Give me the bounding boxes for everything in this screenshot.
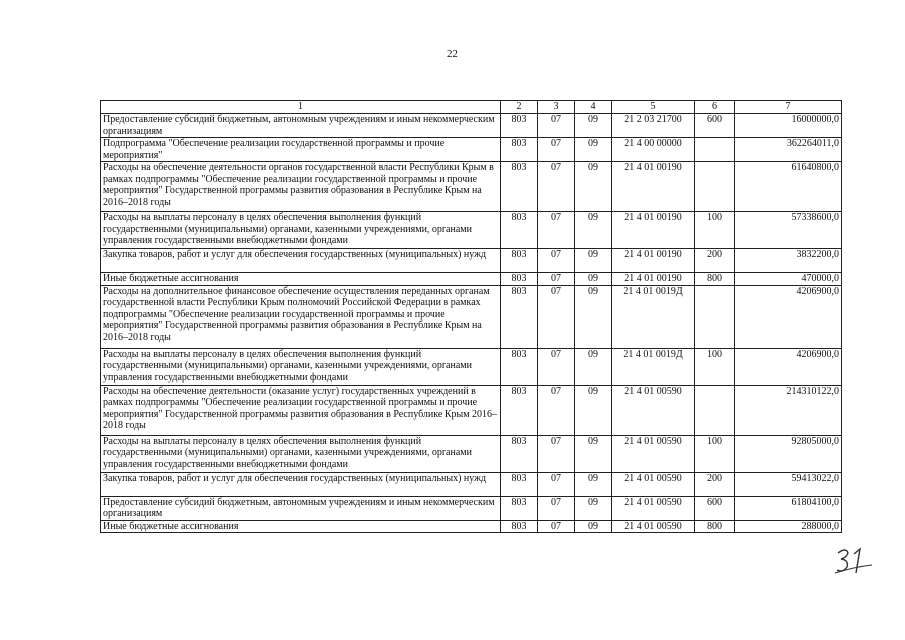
row-amount: 92805000,0 <box>735 435 842 472</box>
row-ministry-code: 803 <box>501 285 538 348</box>
row-subsection-code: 09 <box>575 114 612 138</box>
header-col-2: 2 <box>501 101 538 114</box>
row-target-code: 21 4 01 0019Д <box>612 285 695 348</box>
row-section-code: 07 <box>538 249 575 273</box>
row-expense-type: 800 <box>695 273 735 286</box>
row-subsection-code: 09 <box>575 520 612 533</box>
row-subsection-code: 09 <box>575 348 612 385</box>
row-description: Иные бюджетные ассигнования <box>101 520 501 533</box>
table-row <box>101 138 842 162</box>
row-ministry-code: 803 <box>501 520 538 533</box>
row-target-code: 21 4 01 00590 <box>612 435 695 472</box>
row-expense-type <box>695 162 735 212</box>
table-row <box>101 385 842 435</box>
row-subsection-code: 09 <box>575 212 612 249</box>
handwritten-page-mark <box>834 545 874 575</box>
row-section-code: 07 <box>538 212 575 249</box>
row-expense-type: 100 <box>695 435 735 472</box>
table-row <box>101 348 842 385</box>
row-description: Расходы на обеспечение деятельности органов государственной власти Республики Крым в рамках подпрограммы "Обеспечение реализации государственной программы и прочие мероприятия" Государственной программы развития образования в Республике Крым на 2016–2018 годы <box>101 162 501 212</box>
row-target-code: 21 4 01 00590 <box>612 520 695 533</box>
header-col-5: 5 <box>612 101 695 114</box>
row-ministry-code: 803 <box>501 472 538 496</box>
row-expense-type: 600 <box>695 496 735 520</box>
row-section-code: 07 <box>538 138 575 162</box>
row-target-code: 21 4 01 00590 <box>612 385 695 435</box>
row-expense-type <box>695 285 735 348</box>
row-ministry-code: 803 <box>501 212 538 249</box>
row-target-code: 21 4 01 00190 <box>612 162 695 212</box>
row-amount: 4206900,0 <box>735 285 842 348</box>
table-row <box>101 273 842 286</box>
row-section-code: 07 <box>538 285 575 348</box>
row-subsection-code: 09 <box>575 435 612 472</box>
row-description: Расходы на обеспечение деятельности (оказание услуг) государственных учреждений в рамках подпрограммы "Обеспечение реализации государственной программы и прочие мероприятия" Государственной программы развития образования в Республике Крым 2016–2018 годы <box>101 385 501 435</box>
row-expense-type: 800 <box>695 520 735 533</box>
row-description: Подпрограмма "Обеспечение реализации государственной программы и прочие мероприятия" <box>101 138 501 162</box>
row-ministry-code: 803 <box>501 162 538 212</box>
row-ministry-code: 803 <box>501 249 538 273</box>
row-amount: 59413022,0 <box>735 472 842 496</box>
table-row <box>101 285 842 348</box>
row-ministry-code: 803 <box>501 496 538 520</box>
row-amount: 214310122,0 <box>735 385 842 435</box>
row-expense-type: 200 <box>695 472 735 496</box>
row-target-code: 21 2 03 21700 <box>612 114 695 138</box>
row-amount: 16000000,0 <box>735 114 842 138</box>
row-ministry-code: 803 <box>501 114 538 138</box>
row-description: Предоставление субсидий бюджетным, автономным учреждениям и иным некоммерческим организациям <box>101 496 501 520</box>
table-row <box>101 520 842 533</box>
row-description: Расходы на выплаты персоналу в целях обеспечения выполнения функций государственными (муниципальными) органами, казенными учреждениями, органами управления государственными внебюджетными фондами <box>101 212 501 249</box>
row-subsection-code: 09 <box>575 273 612 286</box>
table-row <box>101 435 842 472</box>
row-section-code: 07 <box>538 348 575 385</box>
row-target-code: 21 4 01 0019Д <box>612 348 695 385</box>
row-description: Закупка товаров, работ и услуг для обеспечения государственных (муниципальных) нужд <box>101 472 501 496</box>
table-row <box>101 249 842 273</box>
row-subsection-code: 09 <box>575 138 612 162</box>
row-ministry-code: 803 <box>501 348 538 385</box>
row-expense-type <box>695 138 735 162</box>
row-description: Расходы на выплаты персоналу в целях обеспечения выполнения функций государственными (муниципальными) органами, казенными учреждениями, органами управления государственными внебюджетными фондами <box>101 435 501 472</box>
row-expense-type <box>695 385 735 435</box>
header-row <box>101 101 842 114</box>
row-target-code: 21 4 00 00000 <box>612 138 695 162</box>
header-col-3: 3 <box>538 101 575 114</box>
header-col-1: 1 <box>101 101 501 114</box>
row-subsection-code: 09 <box>575 162 612 212</box>
row-amount: 61640800,0 <box>735 162 842 212</box>
row-section-code: 07 <box>538 114 575 138</box>
row-target-code: 21 4 01 00590 <box>612 472 695 496</box>
table-row <box>101 114 842 138</box>
budget-table <box>100 100 842 533</box>
row-target-code: 21 4 01 00590 <box>612 496 695 520</box>
header-col-7: 7 <box>735 101 842 114</box>
row-subsection-code: 09 <box>575 385 612 435</box>
row-amount: 288000,0 <box>735 520 842 533</box>
page-number: 22 <box>447 48 458 60</box>
row-description: Расходы на выплаты персоналу в целях обеспечения выполнения функций государственными (муниципальными) органами, казенными учреждениями, органами управления государственными внебюджетными фондами <box>101 348 501 385</box>
row-subsection-code: 09 <box>575 285 612 348</box>
table-row <box>101 496 842 520</box>
row-target-code: 21 4 01 00190 <box>612 212 695 249</box>
row-ministry-code: 803 <box>501 273 538 286</box>
row-ministry-code: 803 <box>501 385 538 435</box>
row-section-code: 07 <box>538 385 575 435</box>
header-col-4: 4 <box>575 101 612 114</box>
table-row <box>101 472 842 496</box>
row-description: Иные бюджетные ассигнования <box>101 273 501 286</box>
row-section-code: 07 <box>538 273 575 286</box>
row-amount: 470000,0 <box>735 273 842 286</box>
header-col-6: 6 <box>695 101 735 114</box>
row-expense-type: 100 <box>695 348 735 385</box>
row-section-code: 07 <box>538 496 575 520</box>
row-expense-type: 100 <box>695 212 735 249</box>
row-target-code: 21 4 01 00190 <box>612 249 695 273</box>
row-amount: 4206900,0 <box>735 348 842 385</box>
row-amount: 57338600,0 <box>735 212 842 249</box>
row-section-code: 07 <box>538 162 575 212</box>
row-section-code: 07 <box>538 435 575 472</box>
row-subsection-code: 09 <box>575 249 612 273</box>
row-amount: 362264011,0 <box>735 138 842 162</box>
table-row <box>101 162 842 212</box>
row-description: Предоставление субсидий бюджетным, автономным учреждениям и иным некоммерческим организациям <box>101 114 501 138</box>
row-ministry-code: 803 <box>501 435 538 472</box>
row-target-code: 21 4 01 00190 <box>612 273 695 286</box>
row-expense-type: 200 <box>695 249 735 273</box>
row-description: Расходы на дополнительное финансовое обеспечение осуществления переданных органам государственной власти Республики Крым полномочий Российской Федерации в рамках подпрограммы "Обеспечение реализации государственной программы и прочие мероприятия" Государственной программы развития образования в Республике Крым на 2016–2018 годы <box>101 285 501 348</box>
row-amount: 61804100,0 <box>735 496 842 520</box>
row-expense-type: 600 <box>695 114 735 138</box>
row-description: Закупка товаров, работ и услуг для обеспечения государственных (муниципальных) нужд <box>101 249 501 273</box>
row-section-code: 07 <box>538 520 575 533</box>
row-subsection-code: 09 <box>575 472 612 496</box>
row-amount: 3832200,0 <box>735 249 842 273</box>
table-row <box>101 212 842 249</box>
row-ministry-code: 803 <box>501 138 538 162</box>
row-subsection-code: 09 <box>575 496 612 520</box>
row-section-code: 07 <box>538 472 575 496</box>
